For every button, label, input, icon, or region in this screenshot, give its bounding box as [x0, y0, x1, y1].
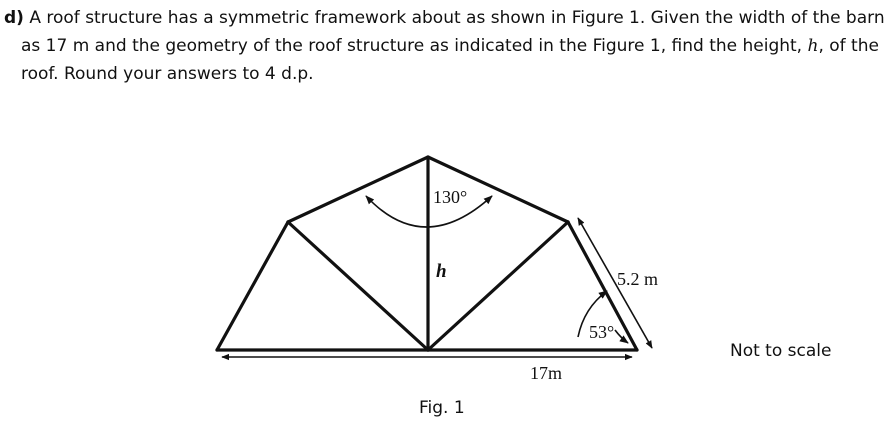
- side-length-label: 5.2 m: [617, 269, 659, 289]
- height-label: h: [436, 261, 447, 282]
- truss-left-diagonal: [288, 222, 428, 350]
- truss-left-outer-leg: [217, 222, 288, 350]
- bottom-angle-label: 53°: [589, 322, 615, 342]
- question-line-2-post: , of the: [818, 36, 879, 56]
- question-label: d): [4, 8, 24, 28]
- question-line-2-pre: as 17 m and the geometry of the roof structure as indicated in the Figure 1, find the height,: [21, 36, 808, 56]
- figure-caption: Fig. 1: [419, 398, 465, 418]
- question-line-1-text: A roof structure has a symmetric framework about as shown in Figure 1. Given the width of the barn: [23, 8, 885, 28]
- not-to-scale-note: Not to scale: [730, 341, 832, 361]
- question-line-3: roof. Round your answers to 4 d.p.: [21, 64, 314, 84]
- top-angle-label: 130°: [433, 187, 468, 207]
- truss-left-rafter: [288, 157, 428, 222]
- base-width-label: 17m: [530, 363, 563, 383]
- question-variable-h: h: [807, 36, 819, 56]
- truss-right-diagonal: [428, 222, 568, 350]
